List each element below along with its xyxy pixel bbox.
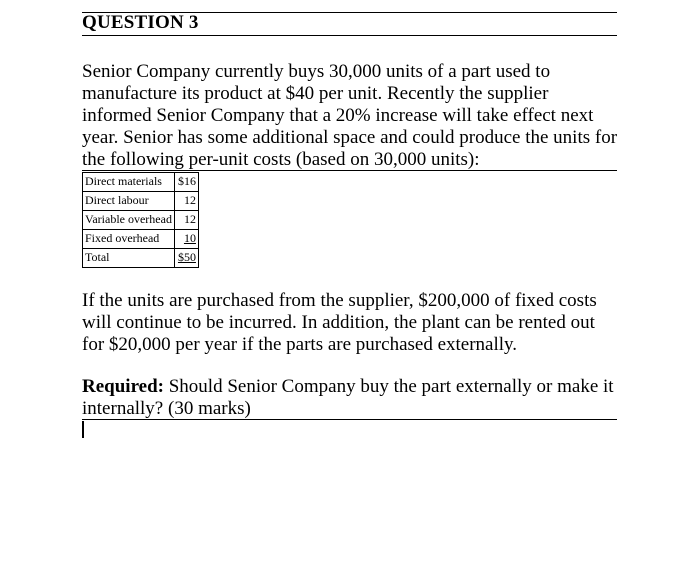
required-paragraph [82,376,617,420]
table-row [83,249,199,268]
cost-label: Fixed overhead [83,230,175,249]
cost-value: 10 [174,230,198,249]
cost-label: Direct labour [83,192,175,211]
table-row [83,173,199,192]
intro-rule [82,170,617,171]
table-row [83,192,199,211]
cost-label: Direct materials [83,173,175,192]
cost-label: Variable overhead [83,211,175,230]
table-row [83,211,199,230]
table-row [83,230,199,249]
cost-value: 12 [174,211,198,230]
text-cursor[interactable] [82,421,84,438]
cost-table [82,172,199,268]
intro-paragraph: Senior Company currently buys 30,000 units of a part used to manufacture its product at $40 per unit. Recently the supplier informed Senior Company that a 20% increase will take effect next year. Senior has some additional space and could produce the units for the following per-unit costs (based on 30,000 units): [82,61,618,170]
cost-value: 12 [174,192,198,211]
title-rule [82,35,617,36]
cost-value: $16 [174,173,198,192]
answer-area-rule [82,419,617,420]
fixed-costs-paragraph: If the units are purchased from the supplier, $200,000 of fixed costs will continue to be incurred. In addition, the plant can be rented out for $20,000 per year if the parts are purchased externally. [82,290,597,355]
required-label: Required: [82,376,164,397]
cost-total-value: $50 [174,249,198,268]
required-text: Should Senior Company buy the part externally or make it internally? (30 marks) [82,376,614,419]
question-title: QUESTION 3 [82,12,199,33]
cost-label: Total [83,249,175,268]
